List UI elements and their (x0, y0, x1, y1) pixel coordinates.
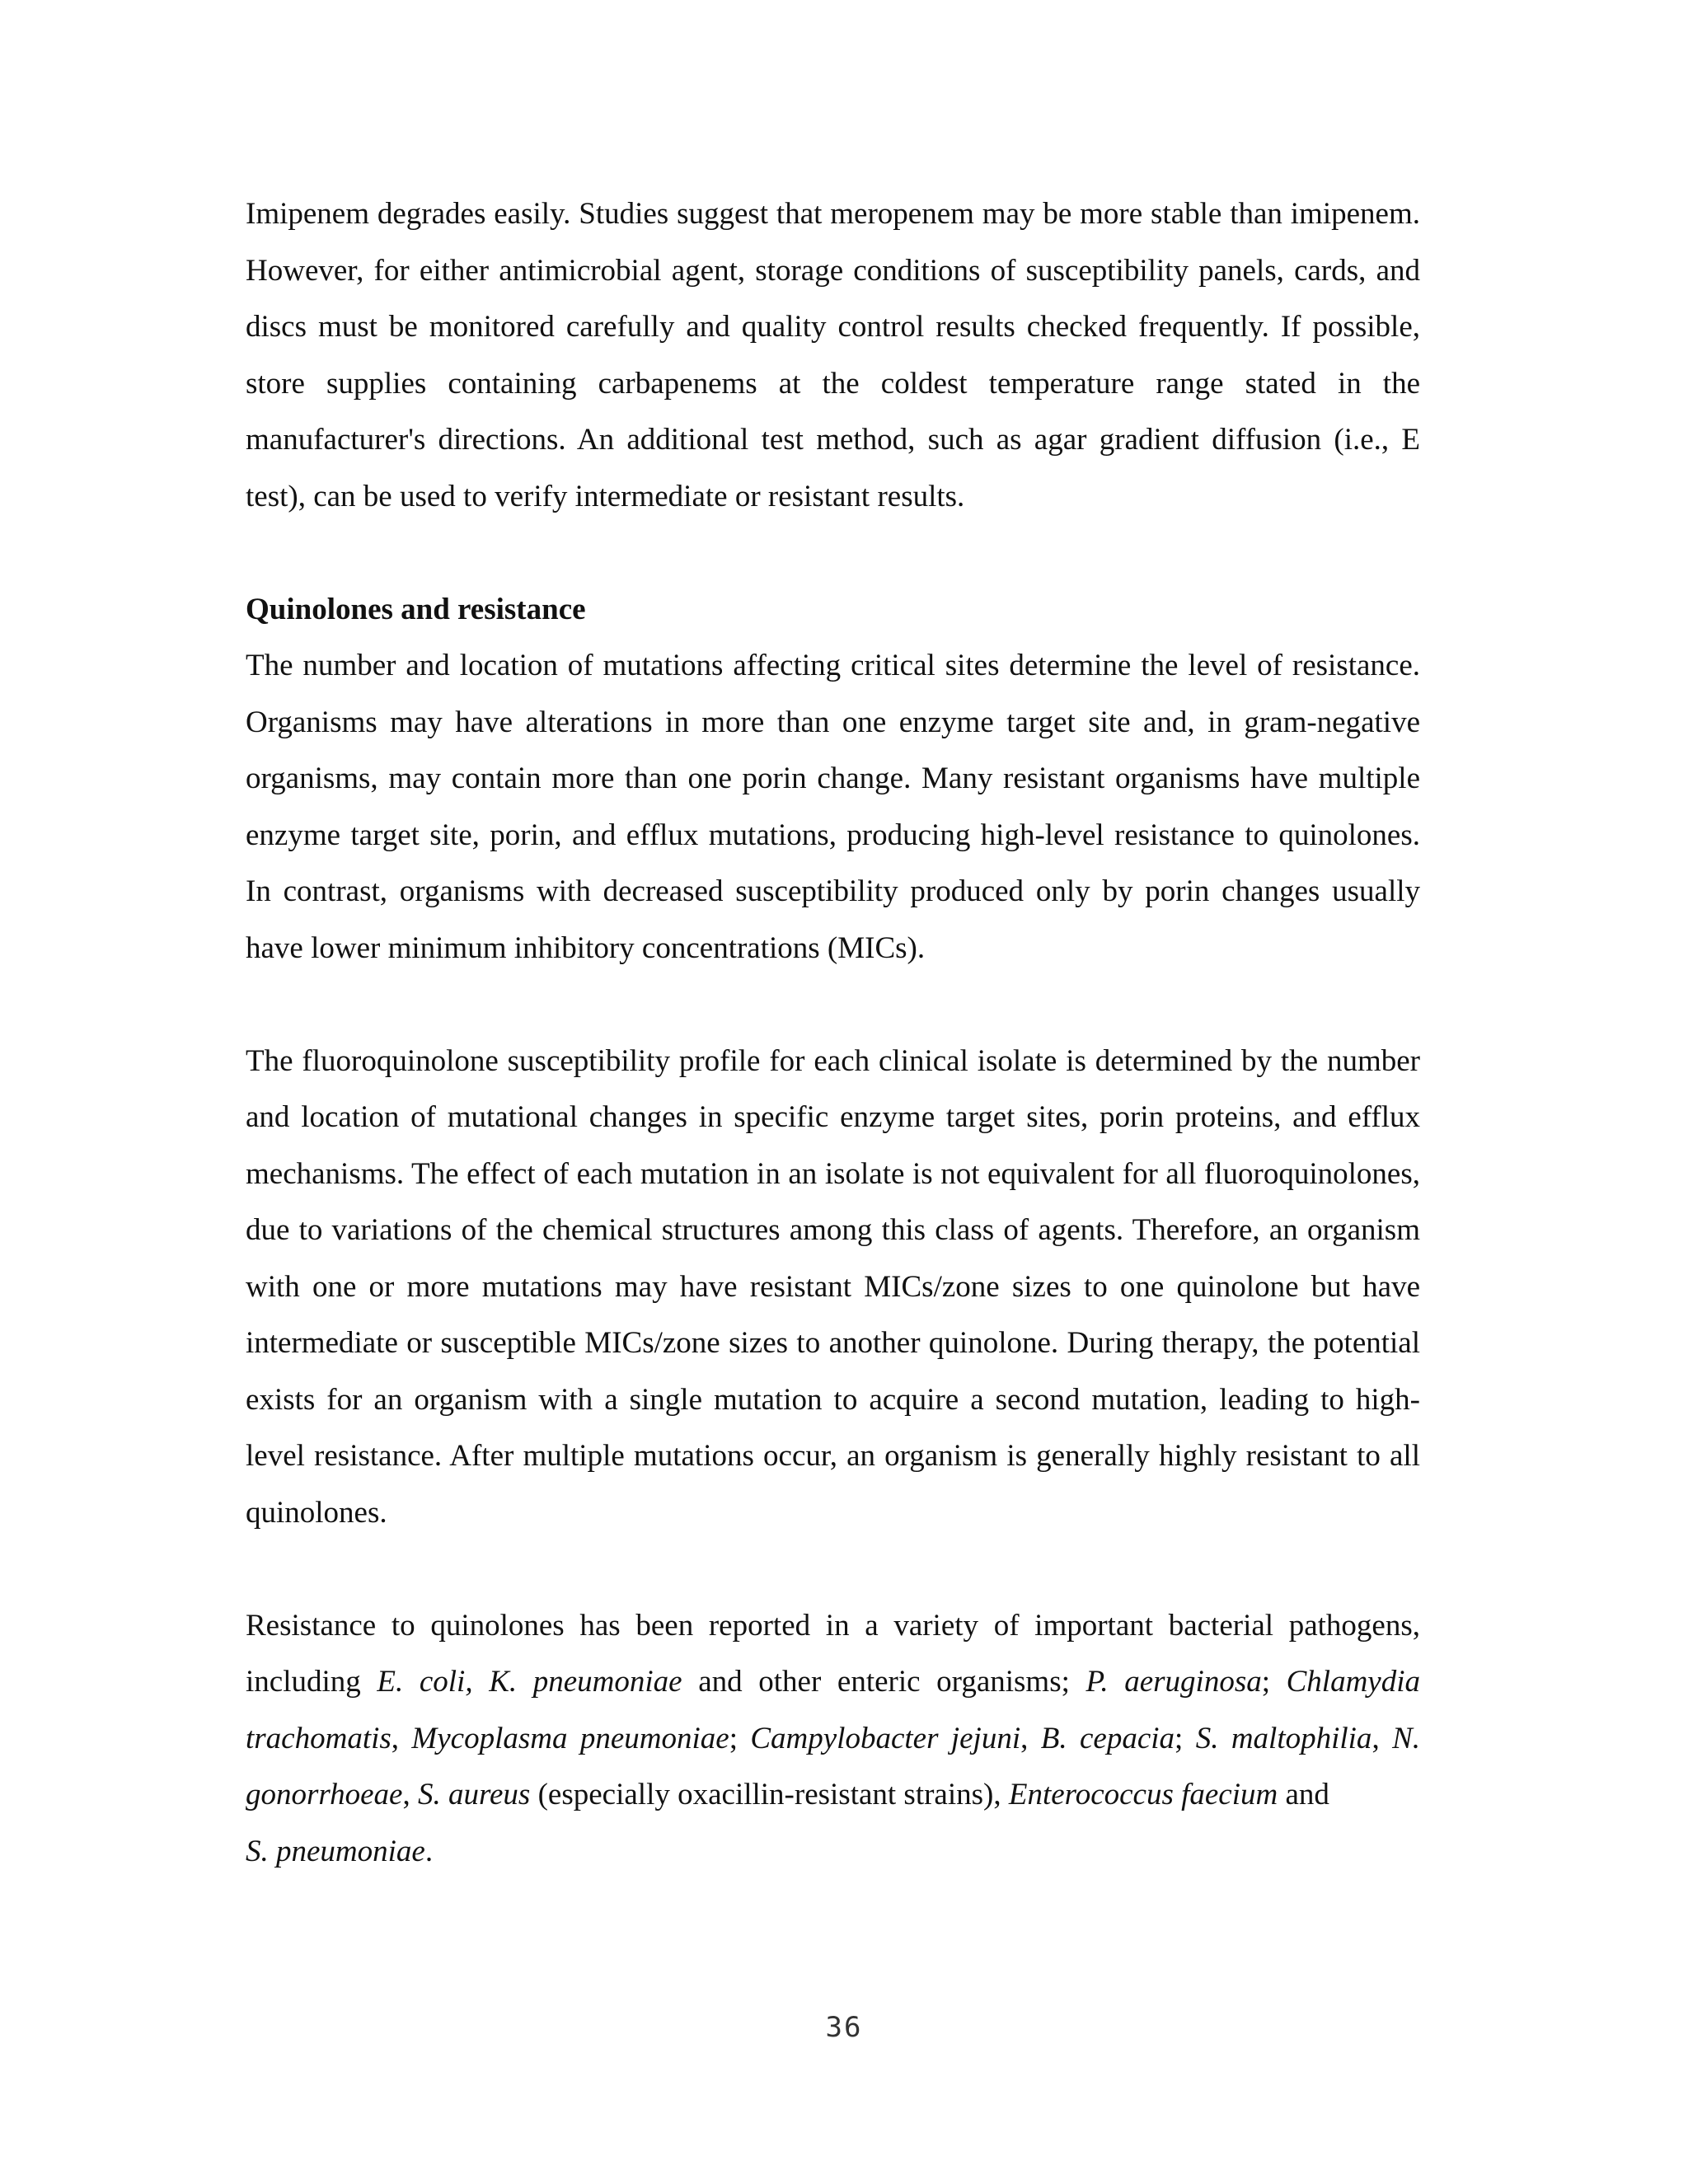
text-run: and (1278, 1778, 1329, 1811)
text-run: , (1372, 1721, 1393, 1755)
paragraph-mutation-levels: The number and location of mutations affecting critical sites determine the level of resistance. Organisms may have alterations in more than one enzyme target site and, in gram-negative organisms, may contain more than one porin change. Many resistant organisms have multiple enzyme target site, porin, and efflux mutations, producing high-level resistance to quinolones. In contrast, organisms with decreased susceptibility produced only by porin changes usually have lower minimum inhibitory concentrations (MICs). (246, 649, 1420, 965)
text-run: , (402, 1778, 418, 1811)
paragraph-gap (246, 977, 1420, 1033)
text-run: and other enteric organisms; (682, 1665, 1086, 1699)
organism-name: S. maltophilia (1195, 1721, 1372, 1755)
paragraph-fluoroquinolone-profile: The fluoroquinolone susceptibility profile for each clinical isolate is determined by the number and location of mutational changes in specific enzyme target sites, porin proteins, and efflux mechanisms. The effect of each mutation in an isolate is not equivalent for all fluoroquinolones, due to variations of the chemical structures among this class of agents. Therefore, an organism with one or more mutations may have resistant MICs/zone sizes to one quinolone but have intermediate or susceptible MICs/zone sizes to another quinolone. During therapy, the potential exists for an organism with a single mutation to acquire a second mutation, leading to high-level resistance. After multiple mutations occur, an organism is generally highly resistant to all quinolones. (246, 1043, 1420, 1530)
paragraph-gap (246, 525, 1420, 582)
section-heading-quinolones: Quinolones and resistance (246, 592, 586, 626)
paragraph-resistant-pathogens (246, 1598, 1420, 1881)
organism-name: Campylobacter jejuni (750, 1721, 1021, 1755)
organism-name: S. aureus (417, 1778, 531, 1811)
text-run: . (424, 1834, 434, 1868)
page-number: 36 (825, 2011, 863, 2044)
text-run: ; (1261, 1665, 1287, 1699)
organism-name: B. cepacia (1040, 1721, 1175, 1755)
organism-name: P. aeruginosa (1085, 1665, 1262, 1699)
text-run: , (391, 1721, 412, 1755)
paragraph-gap (246, 1541, 1420, 1598)
paragraph-carbapenem-storage: Imipenem degrades easily. Studies suggest that meropenem may be more stable than imipenem. However, for either antimicrobial agent, storage conditions of susceptibility panels, cards, and discs must be monitored carefully and quality control results checked frequently. If possible, store supplies containing carbapenems at the coldest temperature range stated in the manufacturer's directions. An additional test method, such as agar gradient diffusion (i.e., E test), can be used to verify intermediate or resistant results. (246, 197, 1420, 513)
document-body (246, 186, 1420, 1880)
organism-name: E. coli, K. pneumoniae (377, 1665, 682, 1699)
organism-name: Enterococcus faecium (1008, 1778, 1278, 1811)
text-run: ; (1175, 1721, 1196, 1755)
organism-name: S. pneumoniae (246, 1834, 425, 1868)
text-run: , (1020, 1721, 1041, 1755)
text-run: (especially oxacillin-resistant strains), (530, 1778, 1009, 1811)
organism-name: N. gonorrhoeae (246, 1721, 1420, 1811)
text-run: ; (729, 1721, 751, 1755)
text-run: Resistance to quinolones has been reported in a variety of important bacterial pathogens, including (246, 1608, 1420, 1699)
organism-name: Mycoplasma pneumoniae (411, 1721, 729, 1755)
organism-name: Chlamydia trachomatis (246, 1665, 1421, 1755)
